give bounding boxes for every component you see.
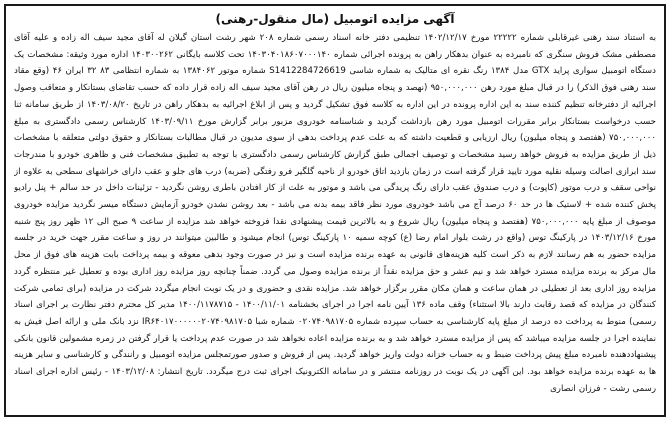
notice-frame	[4, 4, 666, 417]
notice-body: به استناد سند رهنی غیرقابلی شماره ۲۲۲۲۲ مورخ ۱۴۰۲/۱۲/۱۷ تنظیمی دفتر خانه اسناد رسمی شماره ۲۰۸ شهر رشت استان گیلان له آقای مجید سیف اله زاده و علیه آقای مصطفی مشک فروش سنگری که نامبرده به عنوان بدهکار راهن به پرونده اجرائی شماره ۱۴۰۳۰۴۰۱۸۶۰۷۰۰۰۱۴۰ تحت کلاسه بایگانی ۱۴۰۳۰۰۲۶۲ اداره مورد وثیقه: مشخصات یک دستگاه اتومبیل سواری پراید GTX مدل ۱۳۸۴ رنگ نقره ای متالیک به شماره شاسی S1412284726619 شماره موتور ۱۳۸۴۰۶۲ به شماره انتظامی ۸۳ ۳۲ ایران ۴۶ (وقع مقاد سند رهنی فوق الذکر) را در قبال مبلغ مورد رهن ۹۵۰,۰۰۰,۰۰۰ (نهصد و پنجاه میلیون ریال در رهن آقای مجید سیف اله زاده قرار داده که حسب تقاضای بستانکار و متعاقب وصول اجرائیه از دفترخانه تنظیم کننده سند به این اداره پرونده در این اداره به کلاسه فوق تشکیل گردید و پس از ابلاغ اجرائیه به بدهکار راهن در تاریخ ۱۴۰۳/۰۸/۲۰ از طریق سامانه ثنا حسب درخواست بستانکار برابر مقررات اتومبیل مورد رهن بازداشت گردید و شناسنامه خودروی مزبور برابر گزارش مورخ ۱۴۰۳/۰۹/۱۱ کارشناس رسمی دادگستری به مبلغ ۷۵۰,۰۰۰,۰۰۰ (هفتصد و پنجاه میلیون) ریال ارزیابی و قطعیت داشته که به علت عدم پرداخت بدهی از سوی مدیون در قبال مطالبات بستانکار و حقوق دولتی متعلقه با مشخصات ذیل از طریق مزایده به فروش خواهد رسید مشخصات و توصیف اجمالی طبق گزارش کارشناس رسمی دادگستری با توجه به تطبیق مشخصات فنی و ظاهری خودرو با مندرجات سند ابرازی اصالت وسیله نقلیه مورد تایید قرار گرفته است در زمان بازدید اتاق خودرو از ناحیه گلگیر فرو رفتگی (ضربه) درب های جلو و عقب دارای خراشهای سطحی به علاوه از نواحی سقف و درب موتور (کاپوت) و درب صندوق عقب دارای رنگ پریدگی می باشد و موتور به علت از کار افتادن باطری روشن نگردید - تزئینات داخل در حد سالم + پنل رادیو پخش کننده شده + لاستیک ها در حد ۶۰ درصد آج می باشد خودروی مورد نظر فاقد بیمه بدنه می باشد - بعد روشن نشدن خودرو آزمایش دستگاه میسر نگردید مزایده خودروی موصوف از مبلغ پایه ۷۵۰,۰۰۰,۰۰۰ (هفتصد و پنجاه میلیون) ریال شروع و به بالاترین قیمت پیشنهادی نقدا فروخته خواهد شد مزایده از ساعت ۹ صبح الی ۱۲ ظهر روز پنج شنبه مورخ ۱۴۰۳/۱۲/۱۶ در پارکینگ توس (واقع در رشت بلوار امام رضا (ع) کوچه سمیه ۱۰ پارکینگ توس) انجام میشود و طالبین میتوانند در روز و ساعت مقرر جهت خرید در جلسه مزایده حضور به هم رسانند لازم به ذکر است کلیه هزینه‌های قانونی به عهده برنده مزایده است و نیز در صورت وجود بدهی معوقه و بیمه پرداخت بابت هزینه های فوق از محل مال مرکز به برنده مزایده مسترد خواهد شد و نیم عشر و حق مزایده نقداً از برنده مزایده وصول می گردد. ضمناً چنانچه روز مزایده روز اداری بوده و تعطیل غیر منتظره گردد مزایده روز اداری بعد از تعطیلی در همان ساعت و همان مکان مقرر برگزار خواهد شد. مزایده نقدی و حضوری و در یک نوبت انجام میگردد شرکت در مزایده (برای تمامی شرکت کنندگان در مزایده که قصد رقابت دارند بالا استثناء) وقف ماده ۱۳۶ آیین نامه اجرا در اجرای بخشنامه ۱۴۰۰/۱۱/۰۱ - ۱۴۰۰/۱۱۷۸۷۱۵ مدیر کل محترم دفتر نظارت بر اجرای اسناد رسمی) منوط به پرداخت ده درصد از مبلغ پایه کارشناسی به حساب سپرده شماره ۰۲۰۷۴۰۹۸۱۷۰۵ شماره شبا IR۶۴۰۱۷۰۰۰۰۰۰۲۰۷۴۰۹۸۱۷۰۵ نزد بانک ملی و ارائه اصل فیش به نماینده اجرا در جلسه مزایده میباشد که پس از مزایده مسترد خواهد شد و به برنده مزایده اعاده نخواهد شد در صورت عدم پرداخت یا قرار گرفتن در زمره مشمولین قانون بانکی پیشنهاددهنده نامبرده مبلغ پیش پرداخت ضبط و به حساب خزانه دولت واریز خواهد گردید. پس از فروش و صدور صورتمجلس مزایده اتومبیل و رانندگی و کارشناسی و سایر هزینه ها به عهده برنده مزایده خواهد بود. این آگهی در یک نوبت در روزنامه منتشر و در سامانه الکترونیک اجرای ثبت درج میگردد. تاریخ انتشار: ۱۴۰۳/۱۲/۰۸ - رئیس اداره اجرای اسناد رسمی رشت - فرزان انصاری	[14, 33, 656, 394]
notice-title: آگهی مزایده اتومبیل (مال منقول-رهنی)	[215, 12, 455, 26]
